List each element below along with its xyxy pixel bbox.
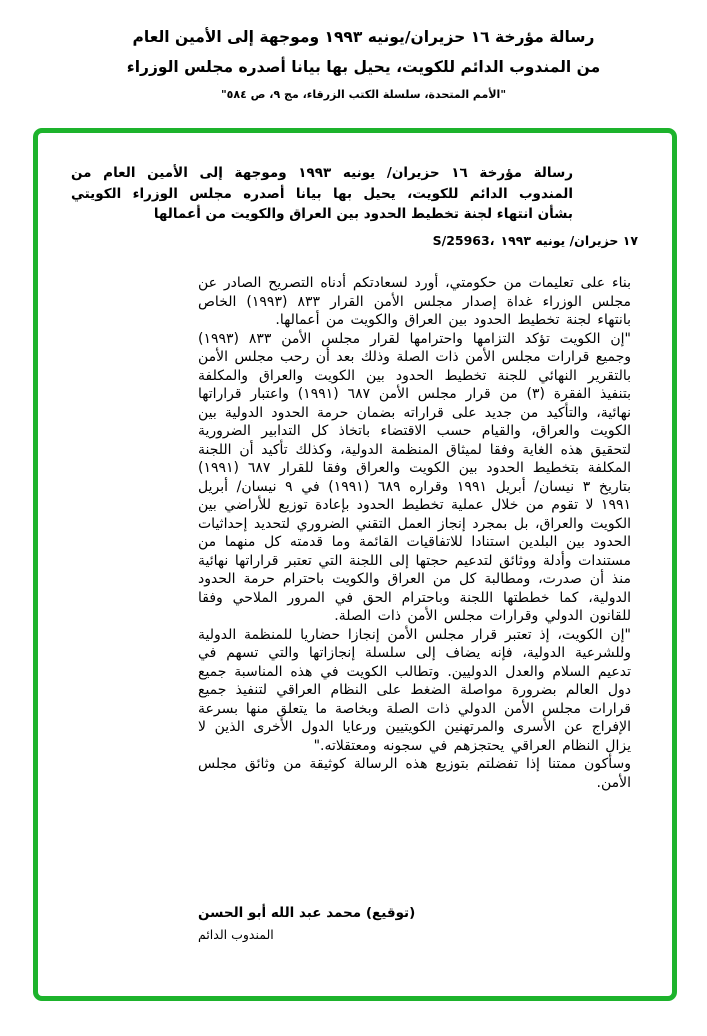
letter-title	[71, 163, 573, 225]
annotation-box	[33, 128, 677, 1001]
letter-paragraph: "إن الكويت، إذ تعتبر قرار مجلس الأمن إنجازا حضاريا للمنظمة الدولية وللشرعية الدولية، فإنه يضاف إلى سلسلة إنجازاتها والتي تسهم في تدعيم السلام والعدل الدوليين. وتطالب الكويت في هذه المناسبة جميع دول العالم بضرورة مواصلة الضغط على النظام العراقي لتنفيذ جميع قرارات مجلس الأمن الدولي ذات الصلة وبخاصة ما يتعلق منها بسرعة الإفراج عن الأسرى والمرتهنين الكويتيين ورعايا الدول الأخرى الذين لا يزال النظام العراقي يحتجزهم في سجونه ومعتقلاته."	[198, 626, 631, 754]
letter-title-line-2: المندوب الدائم للكويت، يحيل بها بيانا أصدره مجلس الوزراء الكويتي	[71, 185, 573, 202]
document-date: ١٧ حزيران/ يونيه ١٩٩٣	[500, 233, 638, 248]
header-title-line-1: رسالة مؤرخة ١٦ حزيران/يونيه ١٩٩٣ وموجهة إلى الأمين العام	[132, 28, 595, 46]
letter-body	[198, 274, 631, 792]
document-symbol-line	[433, 232, 638, 249]
letter-paragraph: "إن الكويت تؤكد التزامها واحترامها لقرار مجلس الأمن ٨٣٣ (١٩٩٣) وجميع قرارات مجلس الأمن ذات الصلة وذلك بعد أن رحب مجلس الأمن بالتقرير النهائي للجنة تخطيط الحدود بين الكويت والعراق والمكلفة بتنفيذ الفقرة (٣) من قرار مجلس الأمن ٦٨٧ (١٩٩١) واعتبار قراراتها نهائية، والتأكيد من جديد على قراراته بضمان حرمة الحدود الدولية بين الكويت والعراق، والقيام حسب الاقتضاء باتخاذ كل التدابير الضرورية لتحقيق هذه الغاية وفقا لميثاق المنظمة الدولية، وكذلك تأكيد أن اللجنة المكلفة بتخطيط الحدود بين الكويت والعراق وفقا للقرار ٦٨٧ (١٩٩١) بتاريخ ٣ نيسان/ أبريل ١٩٩١ وقراره ٦٨٩ (١٩٩١) في ٩ نيسان/ أبريل ١٩٩١ لا تقوم من خلال عملية تخطيط الحدود بإعادة توزيع للأراضي بين الكويت والعراق، بل بمجرد إنجاز العمل التقني الضروري لتحديد إحداثيات الحدود بين البلدين استنادا للاتفاقيات القائمة وما قدمته كل منهما من مستندات وأدلة ووثائق لتدعيم حجتها إلى اللجنة التي تعتبر قراراتها نهائية منذ أن صدرت، ومطالبة كل من العراق والكويت باحترام حرمة الحدود الدولية، كما خططتها اللجنة وباحترام الحق في المرور الملاحي وفقا للقانون الدولي وقرارات مجلس الأمن ذات الصلة.	[198, 330, 632, 624]
letter-title-line-1: رسالة مؤرخة ١٦ حزيران/ يونيه ١٩٩٣ وموجهة إلى الأمين العام من	[71, 165, 573, 181]
letter-title-line-3: بشأن انتهاء لجنة تخطيط الحدود بين العراق والكويت من أعمالها	[153, 206, 573, 222]
document-symbol: S/25963،	[432, 233, 495, 248]
header-source-note: "الأمم المتحدة، سلسلة الكتب الزرقاء، مج ٩، ص ٥٨٤"	[220, 88, 507, 101]
document-header	[20, 22, 707, 105]
signature-title: المندوب الدائم	[198, 927, 274, 942]
letter-paragraph: بناء على تعليمات من حكومتي، أورد لسعادتكم أدناه التصريح الصادر عن مجلس الوزراء غداة إصدار مجلس الأمن القرار ٨٣٣ (١٩٩٣) الخاص بانتهاء لجنة تخطيط الحدود بين العراق والكويت من أعمالها.	[198, 275, 632, 328]
signature-block	[198, 903, 415, 945]
header-title-line-2: من المندوب الدائم للكويت، يحيل بها بيانا أصدره مجلس الوزراء	[126, 58, 601, 76]
letter-paragraph: وسأكون ممتنا إذا تفضلتم بتوزيع هذه الرسالة كوثيقة من وثائق مجلس الأمن.	[198, 756, 631, 791]
signature-name: (توقيع) محمد عبد الله أبو الحسن	[198, 905, 416, 921]
